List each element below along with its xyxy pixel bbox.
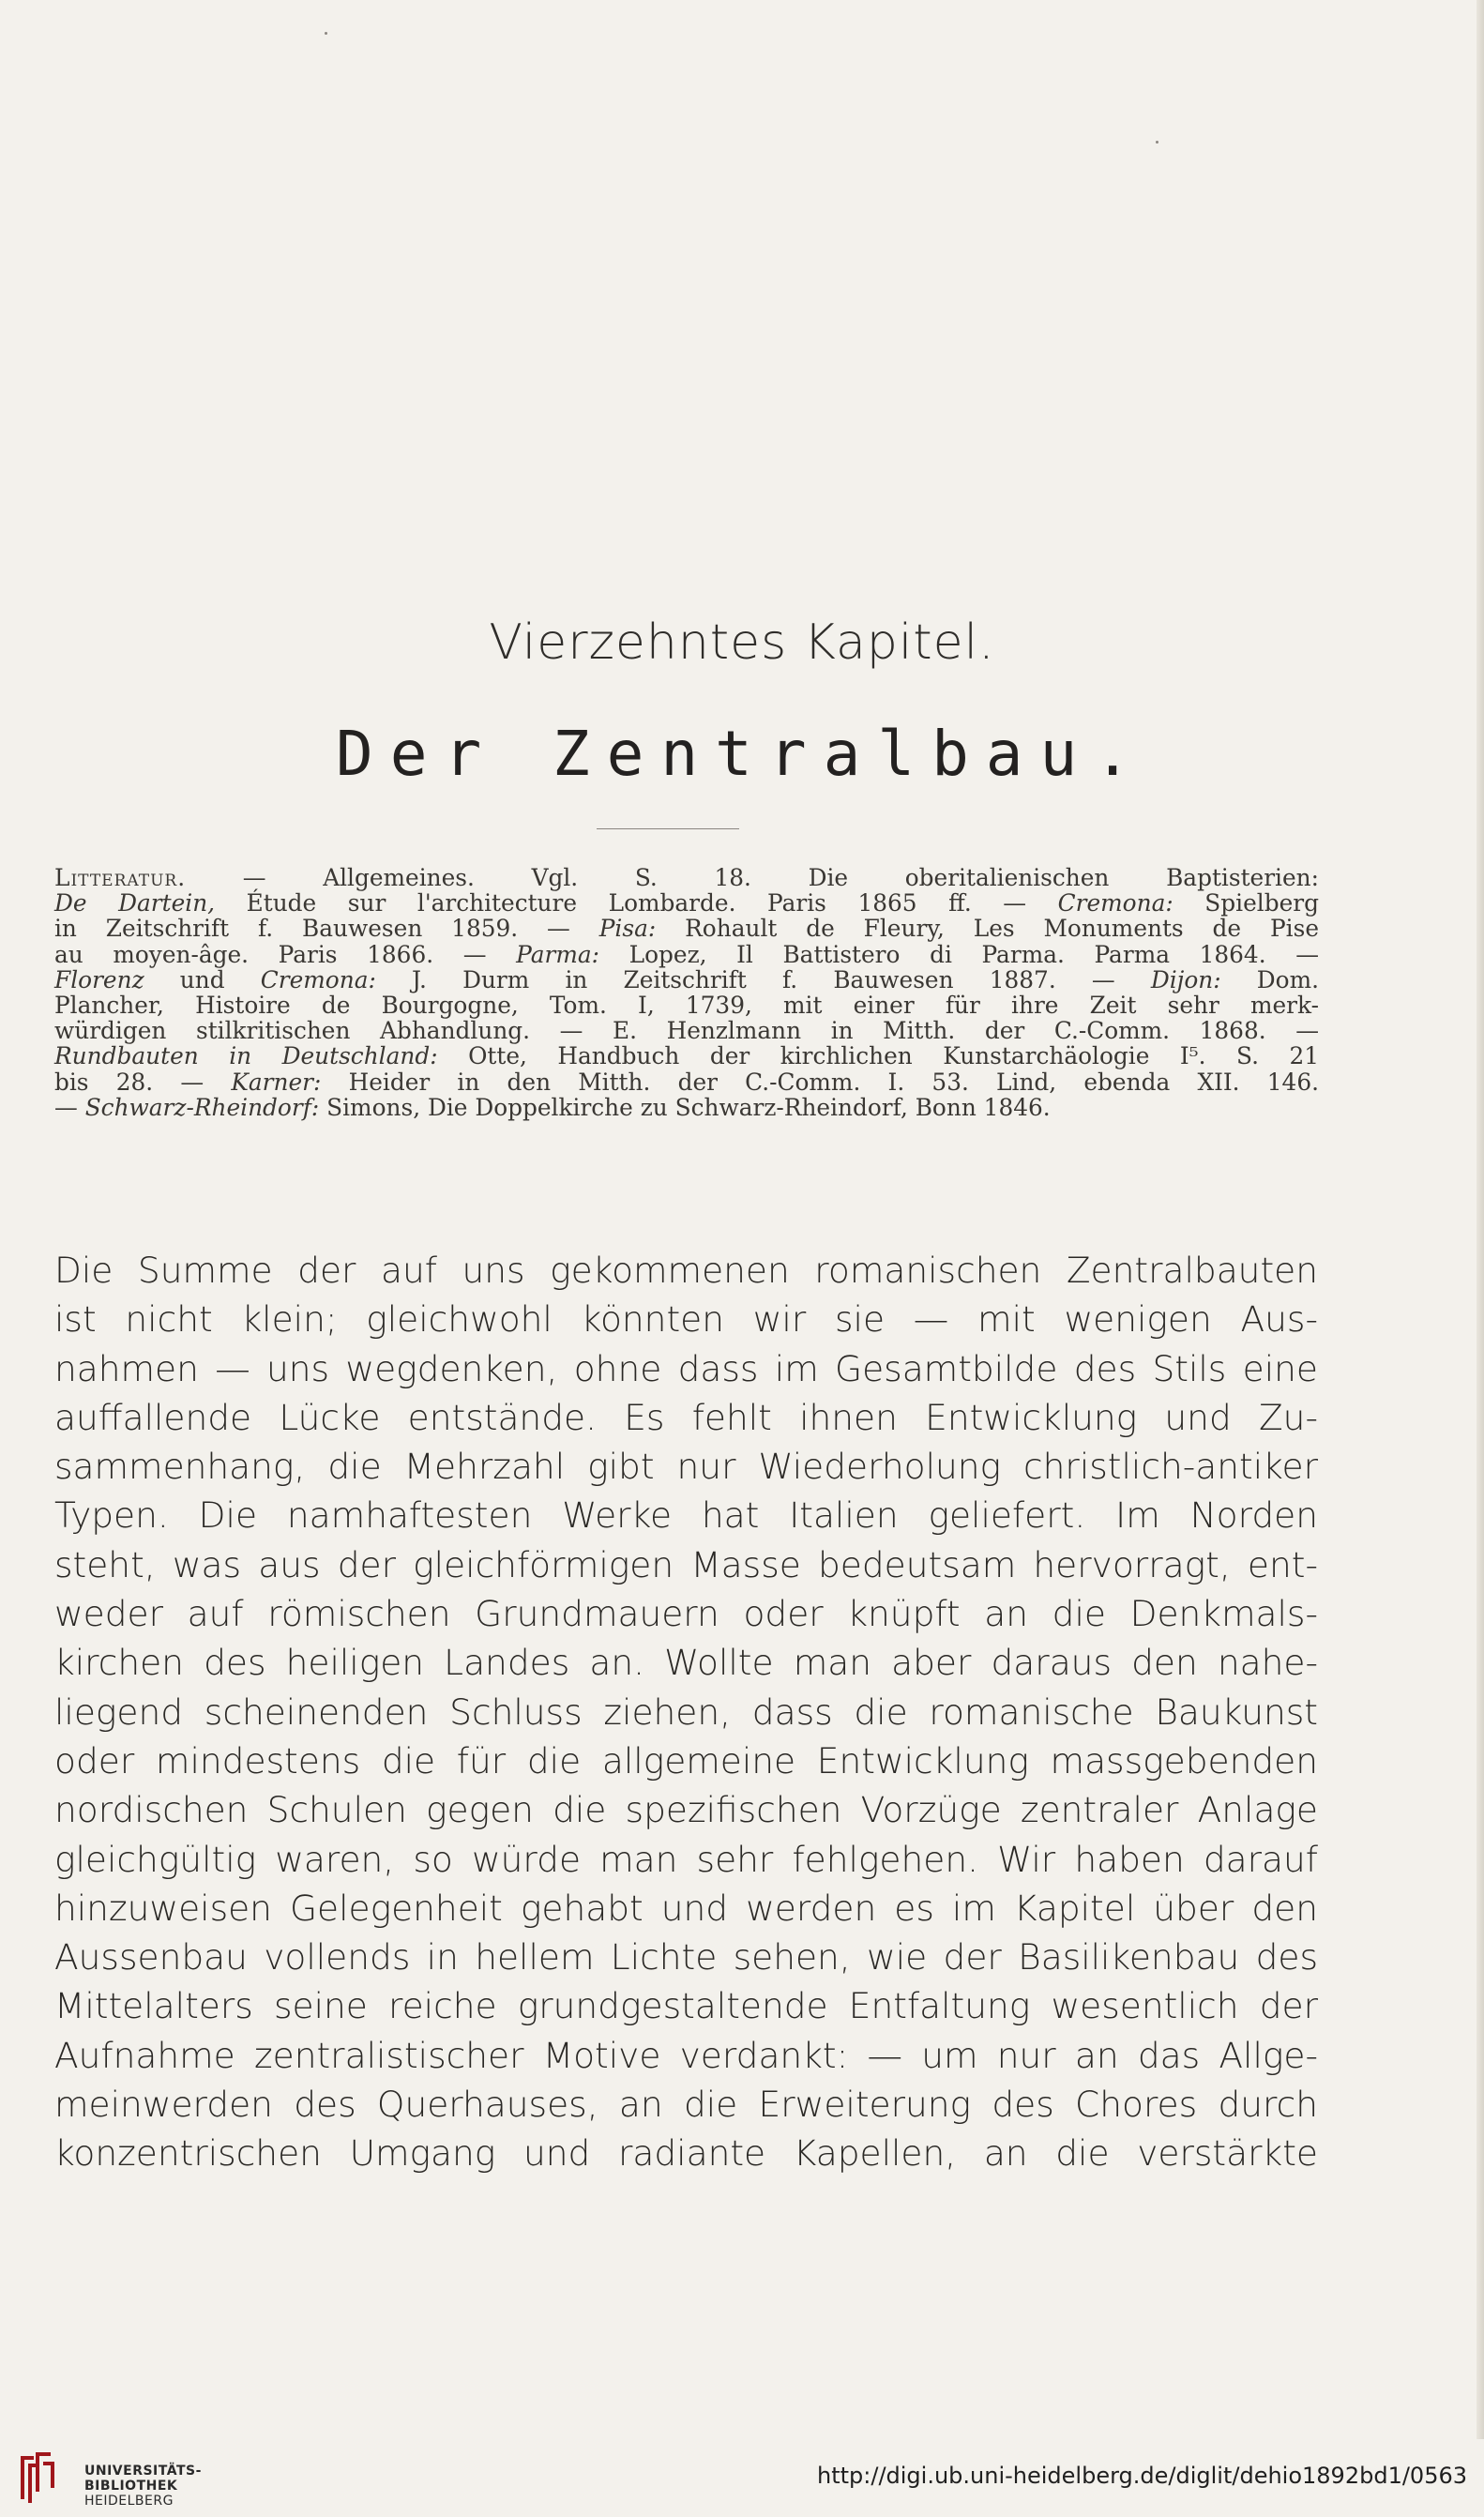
citation-text: Lopez, Il Battistero di Parma. Parma 1864. —	[599, 940, 1319, 968]
body-line: steht, was aus der gleichförmigen Masse bedeutsam hervorragt, ent-	[54, 1543, 1318, 1585]
university-library-logo-icon	[15, 2450, 56, 2505]
scan-speck	[1156, 141, 1158, 144]
citation-text: Rohault de Fleury, Les Monuments de Pise	[656, 915, 1319, 943]
citation-text: würdigen stilkritischen Abhandlung. — E. Henzlmann in Mitth. der C.-Comm. 1868. —	[54, 1017, 1319, 1045]
literature-line	[54, 1069, 1319, 1095]
literature-block	[54, 865, 1319, 1120]
body-line: Typen. Die namhaftesten Werke hat Italien geliefert. Im Norden	[54, 1494, 1318, 1537]
literature-line	[54, 1043, 1319, 1069]
chapter-title: Der Zentralbau.	[335, 718, 1149, 790]
citation-text: — Allgemeines. Vgl. S. 18. Die oberitalienischen Baptisterien:	[186, 864, 1319, 891]
literature-line	[54, 993, 1319, 1018]
citation-topic: Dijon:	[1150, 965, 1221, 993]
citation-text: —	[54, 1093, 85, 1121]
body-line: weder auf römischen Grundmauern oder knüpft an die Denkmals-	[54, 1593, 1318, 1635]
body-text	[54, 1246, 1318, 2178]
citation-text: Heider in den Mitth. der C.-Comm. I. 53. Lind, ebenda XII. 146.	[321, 1068, 1319, 1096]
body-line: Mittelalters seine reiche grundgestaltende Entfaltung wesentlich der	[54, 1985, 1318, 2027]
body-line: nahmen — uns wegdenken, ohne dass im Gesamtbilde des Stils eine	[54, 1347, 1318, 1389]
body-line: Aufnahme zentralistischer Motive verdankt: — um nur an das Allge-	[54, 2034, 1318, 2076]
citation-text: Otte, Handbuch der kirchlichen Kunstarchäologie I⁵. S. 21	[437, 1042, 1320, 1070]
citation-topic: Schwarz-Rheindorf:	[84, 1093, 320, 1121]
citation-text: Litteratur.	[54, 864, 187, 891]
citation-topic: Karner:	[231, 1068, 322, 1096]
body-line: oder mindestens die für die allgemeine Entwicklung massgebenden	[54, 1739, 1318, 1782]
citation-text: Simons, Die Doppelkirche zu Schwarz-Rheindorf, Bonn 1846.	[319, 1093, 1051, 1121]
literature-line	[54, 967, 1319, 993]
citation-topic: Cremona:	[260, 965, 376, 993]
body-line: hinzuweisen Gelegenheit gehabt und werden es im Kapitel über den	[54, 1887, 1318, 1929]
page-edge-shadow	[1476, 0, 1484, 2439]
citation-topic: Cremona:	[1057, 889, 1174, 917]
body-line: auffallende Lücke entstände. Es fehlt ihnen Entwicklung und Zu-	[54, 1396, 1318, 1438]
citation-text: au moyen-âge. Paris 1866. —	[54, 940, 517, 968]
citation-topic: Rundbauten in Deutschland:	[54, 1042, 438, 1070]
literature-line	[54, 942, 1319, 967]
library-line: BIBLIOTHEK	[84, 2479, 178, 2494]
scan-speck	[325, 32, 327, 35]
citation-text: bis 28. —	[54, 1068, 232, 1096]
source-url-link[interactable]: http://digi.ub.uni-heidelberg.de/diglit/dehio1892bd1/0563	[817, 2463, 1467, 2489]
chapter-heading: Vierzehntes Kapitel.	[489, 614, 995, 671]
body-line: konzentrischen Umgang und radiante Kapellen, an die verstärkte	[54, 2132, 1318, 2175]
citation-text: in Zeitschrift f. Bauwesen 1859. —	[54, 915, 599, 943]
citation-text: Étude sur l'architecture Lombarde. Paris 1865 ff. —	[215, 889, 1058, 917]
title-divider	[597, 828, 739, 829]
body-line: liegend scheinenden Schluss ziehen, dass die romanische Baukunst	[54, 1691, 1318, 1733]
citation-text: Plancher, Histoire de Bourgogne, Tom. I, 1739, mit einer für ihre Zeit sehr merk-	[54, 992, 1319, 1020]
literature-line	[54, 890, 1319, 916]
citation-text: Dom.	[1220, 965, 1319, 993]
body-line: gleichgültig waren, so würde man sehr fehlgehen. Wir haben darauf	[54, 1838, 1318, 1880]
library-name	[84, 2464, 202, 2509]
body-line: ist nicht klein; gleichwohl könnten wir sie — mit wenigen Aus-	[54, 1298, 1318, 1341]
literature-line	[54, 916, 1319, 941]
citation-text: Spielberg	[1173, 889, 1319, 917]
body-line: kirchen des heiligen Landes an. Wollte man aber daraus den nahe-	[54, 1642, 1318, 1684]
literature-line	[54, 865, 1319, 890]
citation-topic: Pisa:	[598, 915, 657, 943]
citation-topic: De Dartein,	[54, 889, 216, 917]
literature-line	[54, 1018, 1319, 1043]
citation-topic: Florenz	[54, 965, 144, 993]
body-line: nordischen Schulen gegen die spezifischen Vorzüge zentraler Anlage	[54, 1789, 1318, 1831]
literature-line	[54, 1095, 1319, 1120]
body-line: Aussenbau vollends in hellem Lichte sehen, wie der Basilikenbau des	[54, 1936, 1318, 1979]
citation-text: J. Durm in Zeitschrift f. Bauwesen 1887. —	[375, 965, 1151, 993]
library-line: UNIVERSITÄTS-	[84, 2464, 202, 2479]
body-line: Die Summe der auf uns gekommenen romanischen Zentralbauten	[54, 1250, 1318, 1291]
citation-text: und	[144, 965, 261, 993]
citation-topic: Parma:	[516, 940, 600, 968]
library-line: HEIDELBERG	[84, 2494, 174, 2509]
body-line: meinwerden des Querhauses, an die Erweiterung des Chores durch	[54, 2084, 1318, 2126]
body-line: sammenhang, die Mehrzahl gibt nur Wiederholung christlich-antiker	[54, 1446, 1318, 1488]
